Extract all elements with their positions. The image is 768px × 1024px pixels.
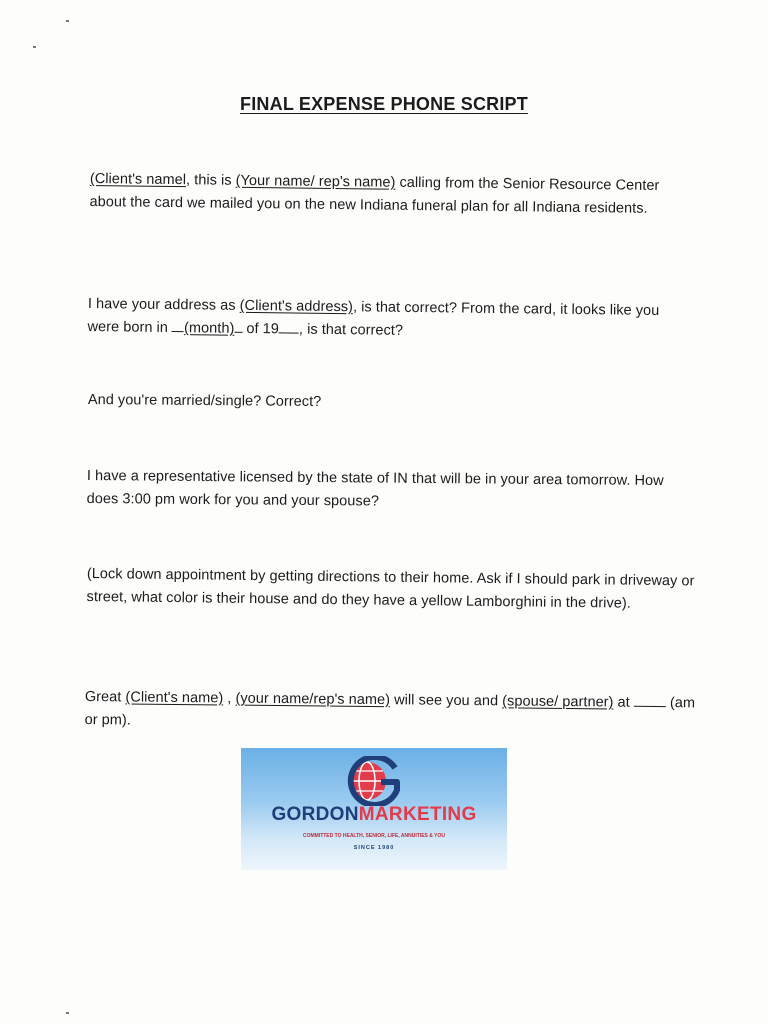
time-blank [634,706,666,707]
logo-wordmark: GORDONMARKETING [271,804,477,825]
logo-since: SINCE 1980 [353,845,395,851]
month-placeholder: (month) [183,320,235,337]
intro-paragraph: (Client's namel, this is (Your name/ rep's name) calling from the Senior Resource Center about the card we mailed you on the new Indiana funeral plan for all Indiana residents. [89,170,660,217]
appointment-instructions-paragraph: (Lock down appointment by getting directions to their home. Ask if I should park in driveway or street, what color is their house and do they have a yellow Lamborghini in the drive). [86,565,695,612]
page-title: FINAL EXPENSE PHONE SCRIPT [240,94,528,114]
globe-g-icon [341,756,407,806]
scan-speck [66,1012,69,1014]
blank-line [172,331,184,332]
closing-paragraph: Great (Client's name) , (your name/rep's name) will see you and (spouse/ partner) at (am or pm). [84,688,696,729]
blank-line [234,332,242,333]
year-blank [279,332,299,333]
representative-paragraph: I have a representative licensed by the state of IN that will be in your area tomorrow. How does 3:00 pm work for you and your spouse? [86,467,664,510]
address-paragraph: I have your address as (Client's address), is that correct? From the card, it looks like you were born in (month) of 19 , is that correct? [87,295,660,339]
scan-speck [66,20,69,22]
spouse-placeholder: (spouse/ partner) [502,693,614,711]
client-address-placeholder: (Client's address) [239,297,354,316]
rep-name-placeholder: (Your name/ rep's name) [235,172,396,191]
marital-status-paragraph: And you're married/single? Correct? [87,391,322,411]
gordon-marketing-logo [241,748,507,870]
scan-speck [33,46,36,48]
rep-name-placeholder: (your name/rep's name) [235,690,391,709]
logo-tagline: COMMITTED TO HEALTH, SENIOR, LIFE, ANNUITIES & YOU [302,833,446,839]
client-name-placeholder: (Client's namel [89,170,187,189]
client-name-placeholder: (Client's name) [125,689,224,707]
